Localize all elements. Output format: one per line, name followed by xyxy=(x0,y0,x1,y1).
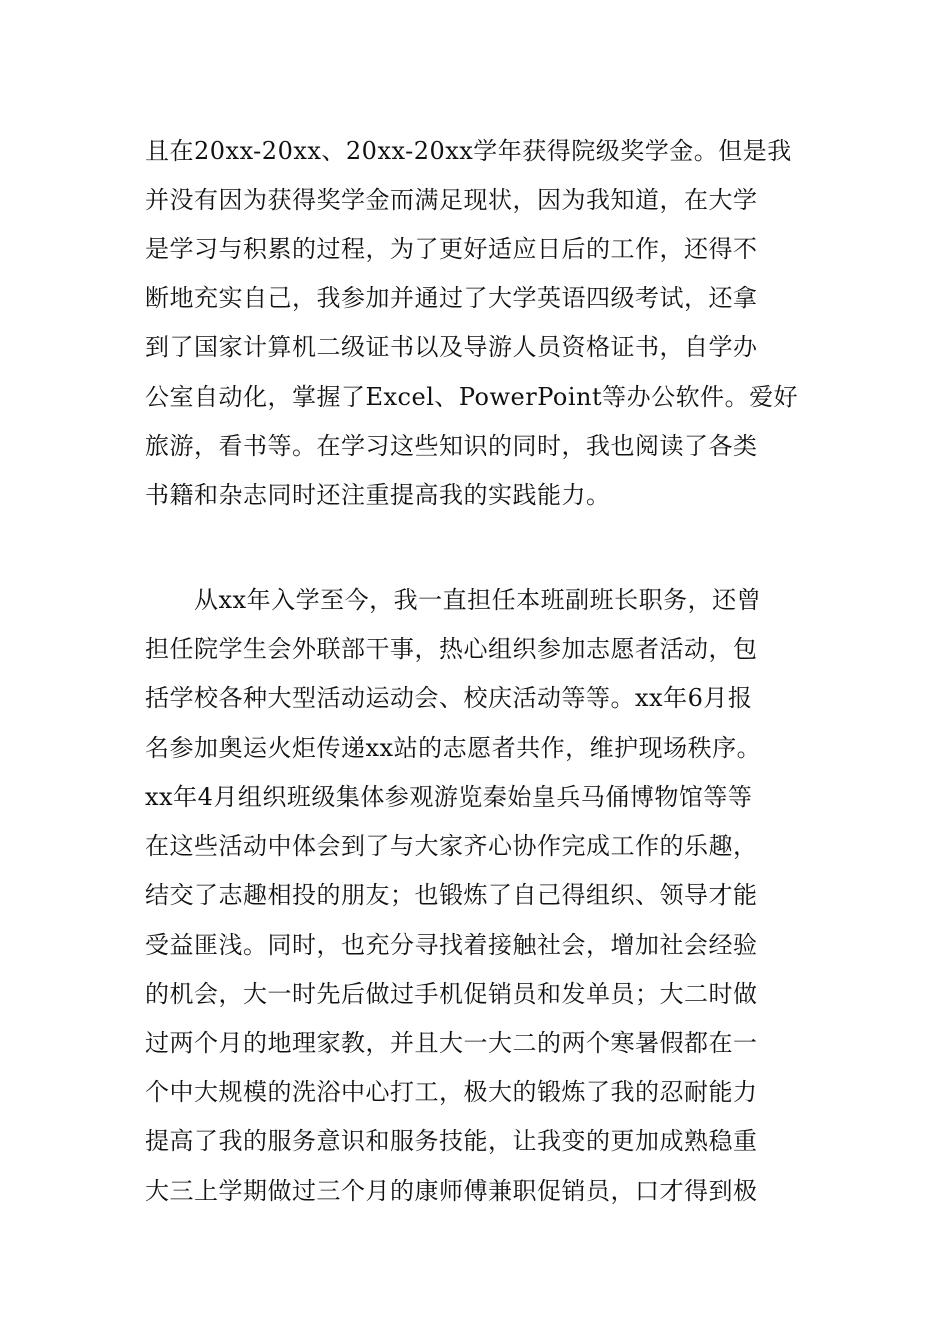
paragraph-2-line-9: 的机会，大一时先后做过手机促销员和发单员；大二时做 xyxy=(145,980,758,1008)
paragraph-2-line-10: 过两个月的地理家教，并且大一大二的两个寒暑假都在一 xyxy=(145,1029,758,1057)
paragraph-2-line-5: xx年4月组织班级集体参观游览秦始皇兵马俑博物馆等等 xyxy=(145,783,753,811)
paragraph-2-line-4: 名参加奥运火炬传递xx站的志愿者共作，维护现场秩序。 xyxy=(145,734,762,762)
paragraph-1-line-1: 且在20xx-20xx、20xx-20xx学年获得院级奖学金。但是我 xyxy=(145,137,792,165)
paragraph-1-line-8: 书籍和杂志同时还注重提高我的实践能力。 xyxy=(145,481,611,509)
paragraph-1-line-5: 到了国家计算机二级证书以及导游人员资格证书，自学办 xyxy=(145,333,758,361)
paragraph-1-line-7: 旅游，看书等。在学习这些知识的同时，我也阅读了各类 xyxy=(145,432,758,460)
paragraph-2-line-12: 提高了我的服务意识和服务技能，让我变的更加成熟稳重 xyxy=(145,1127,758,1155)
paragraph-1-line-6: 公室自动化，掌握了Excel、PowerPoint等办公软件。爱好 xyxy=(145,383,799,411)
paragraph-2-line-13: 大三上学期做过三个月的康师傅兼职促销员，口才得到极 xyxy=(145,1177,758,1205)
paragraph-2-line-2: 担任院学生会外联部干事，热心组织参加志愿者活动，包 xyxy=(145,635,758,663)
paragraph-2-line-7: 结交了志趣相投的朋友；也锻炼了自己得组织、领导才能 xyxy=(145,881,758,909)
paragraph-2-line-11: 个中大规模的洗浴中心打工，极大的锻炼了我的忍耐能力 xyxy=(145,1078,758,1106)
paragraph-2-line-6: 在这些活动中体会到了与大家齐心协作完成工作的乐趣， xyxy=(145,832,758,860)
paragraph-2-line-3: 括学校各种大型活动运动会、校庆活动等等。xx年6月报 xyxy=(145,684,753,712)
paragraph-2-line-1: 从xx年入学至今，我一直担任本班副班长职务，还曾 xyxy=(194,586,762,614)
paragraph-1-line-3: 是学习与积累的过程，为了更好适应日后的工作，还得不 xyxy=(145,235,758,263)
paragraph-1-line-2: 并没有因为获得奖学金而满足现状，因为我知道，在大学 xyxy=(145,186,758,214)
paragraph-2-line-8: 受益匪浅。同时，也充分寻找着接触社会，增加社会经验 xyxy=(145,931,758,959)
paragraph-1-line-4: 断地充实自己，我参加并通过了大学英语四级考试，还拿 xyxy=(145,284,758,312)
